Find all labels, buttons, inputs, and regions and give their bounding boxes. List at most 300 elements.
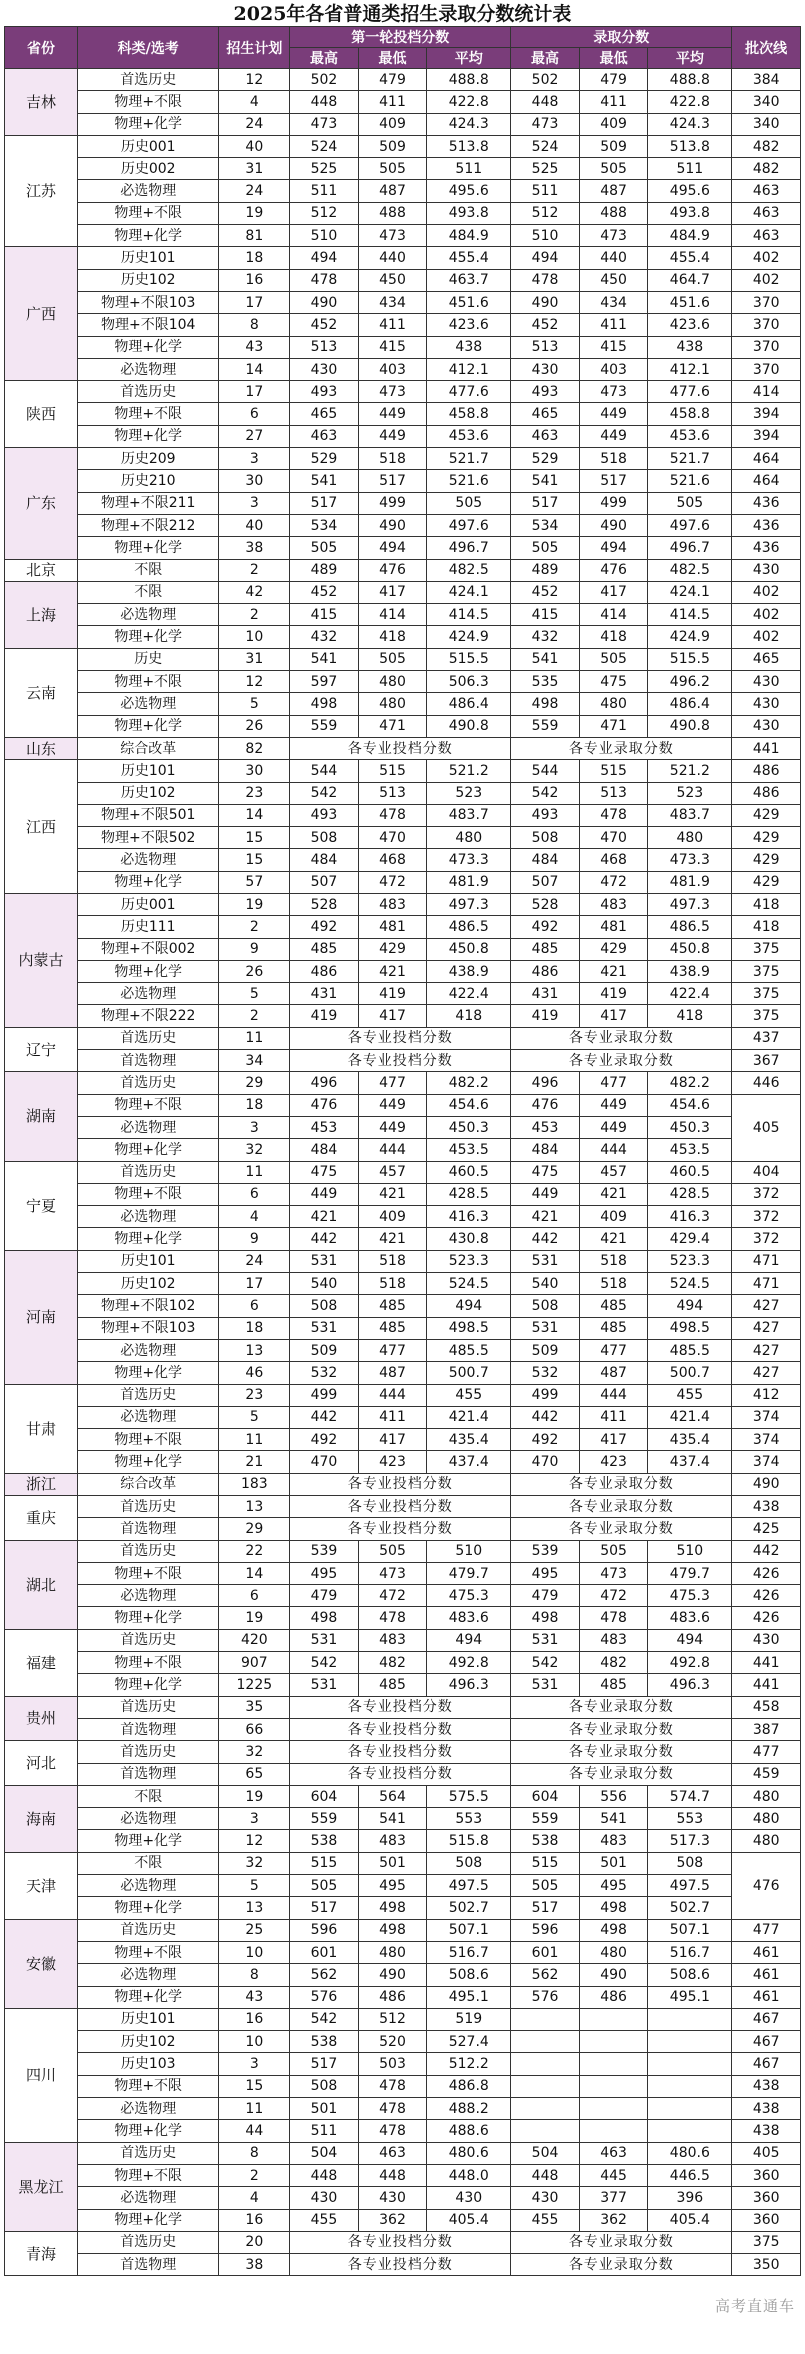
admit-avg-cell: 500.7	[648, 1362, 732, 1384]
admit-max-cell: 559	[511, 1808, 580, 1830]
admit-avg-cell: 483.6	[648, 1607, 732, 1629]
subject-cell: 物理+化学	[77, 1897, 219, 1919]
admit-avg-cell: 486.4	[648, 693, 732, 715]
plan-cell: 8	[219, 1964, 290, 1986]
plan-cell: 420	[219, 1629, 290, 1651]
plan-cell: 19	[219, 1785, 290, 1807]
first-min-cell: 515	[358, 760, 427, 782]
first-max-cell: 449	[290, 1183, 359, 1205]
admit-max-cell: 512	[511, 202, 580, 224]
plan-cell: 26	[219, 715, 290, 737]
batch-cell: 360	[732, 2209, 801, 2231]
subject-cell: 物理+化学	[77, 1228, 219, 1250]
table-row	[5, 2187, 801, 2209]
first-min-cell: 501	[358, 1852, 427, 1874]
first-min-cell: 429	[358, 938, 427, 960]
plan-cell: 12	[219, 671, 290, 693]
batch-cell: 467	[732, 2053, 801, 2075]
admit-max-cell: 475	[511, 1161, 580, 1183]
admit-min-cell: 411	[579, 314, 648, 336]
province-cell: 广西	[5, 247, 78, 381]
plan-cell: 6	[219, 403, 290, 425]
plan-cell: 23	[219, 1384, 290, 1406]
subject-cell: 物理+不限002	[77, 938, 219, 960]
plan-cell: 66	[219, 1718, 290, 1740]
batch-cell: 471	[732, 1273, 801, 1295]
province-cell: 甘肃	[5, 1384, 78, 1473]
table-row	[5, 336, 801, 358]
first-min-cell: 430	[358, 2187, 427, 2209]
plan-cell: 5	[219, 1875, 290, 1897]
admit-min-cell: 479	[579, 69, 648, 91]
batch-cell: 402	[732, 581, 801, 603]
batch-cell: 430	[732, 693, 801, 715]
first-avg-cell: 421.4	[427, 1406, 511, 1428]
subject-cell: 必选物理	[77, 1116, 219, 1138]
admit-avg-cell: 484.9	[648, 225, 732, 247]
batch-cell: 429	[732, 827, 801, 849]
first-min-cell: 479	[358, 69, 427, 91]
admit-min-cell: 409	[579, 113, 648, 135]
first-avg-cell: 422.4	[427, 983, 511, 1005]
table-row	[5, 448, 801, 470]
plan-cell: 15	[219, 827, 290, 849]
subject-cell: 首选历史	[77, 1161, 219, 1183]
subject-cell: 首选历史	[77, 1696, 219, 1718]
first-avg-cell: 523	[427, 782, 511, 804]
admit-avg-cell: 524.5	[648, 1273, 732, 1295]
admit-avg-cell: 511	[648, 158, 732, 180]
admit-avg-cell: 485.5	[648, 1339, 732, 1361]
admit-min-cell: 457	[579, 1161, 648, 1183]
subject-cell: 历史101	[77, 1250, 219, 1272]
table-row	[5, 202, 801, 224]
batch-cell: 463	[732, 225, 801, 247]
subject-cell: 物理+不限212	[77, 514, 219, 536]
admit-min-cell: 449	[579, 403, 648, 425]
table-row	[5, 1206, 801, 1228]
first-min-cell: 481	[358, 916, 427, 938]
admit-min-cell: 471	[579, 715, 648, 737]
plan-cell: 35	[219, 1696, 290, 1718]
plan-cell: 11	[219, 2098, 290, 2120]
first-avg-cell: 455	[427, 1384, 511, 1406]
admit-max-cell: 493	[511, 804, 580, 826]
subject-cell: 物理+不限	[77, 202, 219, 224]
subject-cell: 物理+化学	[77, 871, 219, 893]
first-avg-cell: 475.3	[427, 1585, 511, 1607]
admit-max-cell: 540	[511, 1273, 580, 1295]
plan-cell: 4	[219, 91, 290, 113]
admit-max-cell: 442	[511, 1228, 580, 1250]
admit-min-cell: 421	[579, 1228, 648, 1250]
first-min-cell: 518	[358, 1273, 427, 1295]
table-row	[5, 113, 801, 135]
first-avg-cell: 492.8	[427, 1652, 511, 1674]
plan-cell: 9	[219, 938, 290, 960]
first-min-cell: 403	[358, 358, 427, 380]
batch-cell: 374	[732, 1451, 801, 1473]
batch-cell: 467	[732, 2031, 801, 2053]
subject-cell: 物理+不限	[77, 2075, 219, 2097]
subject-cell: 必选物理	[77, 2098, 219, 2120]
first-avg-cell: 424.3	[427, 113, 511, 135]
batch-cell: 430	[732, 671, 801, 693]
plan-cell: 9	[219, 1228, 290, 1250]
page-title: 2025年各省普通类招生录取分数统计表	[233, 3, 572, 25]
plan-cell: 3	[219, 492, 290, 514]
admit-max-cell: 421	[511, 1206, 580, 1228]
admit-max-cell: 484	[511, 849, 580, 871]
subject-cell: 首选历史	[77, 1741, 219, 1763]
province-cell: 内蒙古	[5, 893, 78, 1027]
subject-cell: 物理+不限	[77, 671, 219, 693]
first-max-cell: 499	[290, 1384, 359, 1406]
admit-max-cell: 515	[511, 1852, 580, 1874]
plan-cell: 16	[219, 2008, 290, 2030]
admit-avg-cell: 553	[648, 1808, 732, 1830]
table-row	[5, 1050, 801, 1072]
province-cell: 重庆	[5, 1496, 78, 1541]
batch-cell: 405	[732, 2142, 801, 2164]
first-avg-cell: 424.9	[427, 626, 511, 648]
table-row	[5, 492, 801, 514]
province-cell: 广东	[5, 448, 78, 559]
subject-cell: 物理+化学	[77, 2120, 219, 2142]
admit-avg-cell: 435.4	[648, 1429, 732, 1451]
table-row	[5, 69, 801, 91]
batch-cell: 370	[732, 336, 801, 358]
first-min-cell: 449	[358, 403, 427, 425]
subject-cell: 物理+不限	[77, 1941, 219, 1963]
admit-avg-cell: 497.5	[648, 1875, 732, 1897]
first-min-cell: 485	[358, 1317, 427, 1339]
province-cell: 北京	[5, 559, 78, 581]
plan-cell: 43	[219, 1986, 290, 2008]
subject-cell: 必选物理	[77, 693, 219, 715]
subject-cell: 首选历史	[77, 1072, 219, 1094]
admit-min-cell: 483	[579, 1629, 648, 1651]
first-max-cell: 538	[290, 1830, 359, 1852]
batch-cell: 418	[732, 916, 801, 938]
first-min-cell: 419	[358, 983, 427, 1005]
first-round-merged-cell: 各专业投档分数	[290, 737, 511, 759]
admit-avg-cell: 460.5	[648, 1161, 732, 1183]
admit-avg-cell: 477.6	[648, 381, 732, 403]
first-max-cell: 430	[290, 358, 359, 380]
admit-max-cell: 430	[511, 358, 580, 380]
subject-cell: 历史001	[77, 135, 219, 157]
admit-min-cell: 518	[579, 1273, 648, 1295]
first-avg-cell: 515.8	[427, 1830, 511, 1852]
first-avg-cell: 473.3	[427, 849, 511, 871]
batch-cell: 340	[732, 91, 801, 113]
subject-cell: 物理+不限	[77, 91, 219, 113]
first-min-cell: 472	[358, 871, 427, 893]
subject-cell: 历史209	[77, 448, 219, 470]
plan-cell: 46	[219, 1362, 290, 1384]
watermark-text: 高考直通车	[714, 2297, 795, 2315]
batch-cell: 446	[732, 1072, 801, 1094]
subject-cell: 必选物理	[77, 1339, 219, 1361]
admit-avg-cell	[648, 2075, 732, 2097]
first-min-cell: 473	[358, 1562, 427, 1584]
table-row	[5, 1875, 801, 1897]
first-max-cell: 531	[290, 1674, 359, 1696]
plan-cell: 10	[219, 1941, 290, 1963]
batch-cell: 438	[732, 2075, 801, 2097]
header-admit-avg: 平均	[648, 48, 732, 69]
first-avg-cell: 483.6	[427, 1607, 511, 1629]
admit-min-cell: 477	[579, 1072, 648, 1094]
admit-min-cell: 505	[579, 648, 648, 670]
admit-avg-cell: 497.6	[648, 514, 732, 536]
first-max-cell: 529	[290, 448, 359, 470]
first-avg-cell: 488.6	[427, 2120, 511, 2142]
first-avg-cell: 405.4	[427, 2209, 511, 2231]
admit-avg-cell: 422.8	[648, 91, 732, 113]
first-max-cell: 489	[290, 559, 359, 581]
admit-merged-cell: 各专业录取分数	[511, 1518, 732, 1540]
subject-cell: 首选历史	[77, 1384, 219, 1406]
first-max-cell: 463	[290, 425, 359, 447]
admit-min-cell	[579, 2098, 648, 2120]
header-first-min: 最低	[358, 48, 427, 69]
table-row	[5, 604, 801, 626]
admit-min-cell: 473	[579, 225, 648, 247]
first-avg-cell: 508	[427, 1852, 511, 1874]
batch-cell: 370	[732, 291, 801, 313]
first-avg-cell: 524.5	[427, 1273, 511, 1295]
first-max-cell: 531	[290, 1629, 359, 1651]
subject-cell: 物理+不限102	[77, 1295, 219, 1317]
first-max-cell: 419	[290, 1005, 359, 1027]
admit-max-cell: 525	[511, 158, 580, 180]
batch-cell: 480	[732, 1785, 801, 1807]
admit-min-cell: 498	[579, 1919, 648, 1941]
table-row	[5, 1607, 801, 1629]
first-avg-cell: 496.7	[427, 537, 511, 559]
first-max-cell: 541	[290, 648, 359, 670]
first-min-cell: 483	[358, 893, 427, 915]
first-min-cell: 415	[358, 336, 427, 358]
batch-cell: 429	[732, 871, 801, 893]
first-round-merged-cell: 各专业投档分数	[290, 1473, 511, 1495]
admit-min-cell: 411	[579, 91, 648, 113]
admit-min-cell: 518	[579, 1250, 648, 1272]
admit-avg-cell: 508	[648, 1852, 732, 1874]
admit-max-cell	[511, 2120, 580, 2142]
plan-cell: 14	[219, 358, 290, 380]
batch-cell: 372	[732, 1206, 801, 1228]
table-row	[5, 760, 801, 782]
admit-max-cell: 485	[511, 938, 580, 960]
first-avg-cell: 575.5	[427, 1785, 511, 1807]
plan-cell: 38	[219, 2254, 290, 2276]
batch-cell: 430	[732, 1629, 801, 1651]
plan-cell: 17	[219, 291, 290, 313]
first-min-cell: 468	[358, 849, 427, 871]
table-row	[5, 1540, 801, 1562]
admit-max-cell: 493	[511, 381, 580, 403]
admit-avg-cell: 482.5	[648, 559, 732, 581]
subject-cell: 物理+化学	[77, 336, 219, 358]
province-cell: 湖南	[5, 1072, 78, 1161]
subject-cell: 不限	[77, 559, 219, 581]
batch-cell: 464	[732, 448, 801, 470]
admit-max-cell: 508	[511, 1295, 580, 1317]
table-row	[5, 1852, 801, 1874]
first-min-cell: 417	[358, 1429, 427, 1451]
subject-cell: 必选物理	[77, 1964, 219, 1986]
admit-min-cell: 362	[579, 2209, 648, 2231]
batch-cell: 463	[732, 180, 801, 202]
first-min-cell: 520	[358, 2031, 427, 2053]
header-first-round: 第一轮投档分数	[290, 27, 511, 48]
table-row	[5, 1897, 801, 1919]
subject-cell: 首选物理	[77, 1763, 219, 1785]
first-max-cell: 476	[290, 1094, 359, 1116]
province-cell: 河北	[5, 1741, 78, 1786]
admit-min-cell: 415	[579, 336, 648, 358]
batch-cell: 394	[732, 403, 801, 425]
subject-cell: 历史102	[77, 269, 219, 291]
batch-cell: 458	[732, 1696, 801, 1718]
admit-avg-cell: 424.9	[648, 626, 732, 648]
batch-cell: 477	[732, 1919, 801, 1941]
subject-cell: 物理+化学	[77, 1139, 219, 1161]
plan-cell: 8	[219, 314, 290, 336]
first-avg-cell: 460.5	[427, 1161, 511, 1183]
admit-min-cell: 449	[579, 1094, 648, 1116]
province-cell: 宁夏	[5, 1161, 78, 1250]
first-min-cell: 444	[358, 1384, 427, 1406]
first-max-cell: 484	[290, 849, 359, 871]
table-row	[5, 158, 801, 180]
batch-cell: 402	[732, 604, 801, 626]
province-cell: 天津	[5, 1852, 78, 1919]
table-row	[5, 1451, 801, 1473]
batch-cell: 370	[732, 358, 801, 380]
subject-cell: 物理+不限	[77, 1652, 219, 1674]
admit-min-cell: 517	[579, 470, 648, 492]
first-max-cell: 559	[290, 715, 359, 737]
admit-min-cell: 475	[579, 671, 648, 693]
first-min-cell: 450	[358, 269, 427, 291]
table-row	[5, 1808, 801, 1830]
first-avg-cell: 502.7	[427, 1897, 511, 1919]
subject-cell: 必选物理	[77, 2187, 219, 2209]
admit-max-cell	[511, 2075, 580, 2097]
admit-min-cell: 495	[579, 1875, 648, 1897]
subject-cell: 物理+化学	[77, 715, 219, 737]
plan-cell: 31	[219, 648, 290, 670]
plan-cell: 23	[219, 782, 290, 804]
first-min-cell: 477	[358, 1339, 427, 1361]
subject-cell: 物理+不限502	[77, 827, 219, 849]
admit-min-cell: 480	[579, 1941, 648, 1963]
admit-max-cell: 535	[511, 671, 580, 693]
batch-cell: 465	[732, 648, 801, 670]
admit-max-cell: 496	[511, 1072, 580, 1094]
admit-avg-cell: 396	[648, 2187, 732, 2209]
plan-cell: 3	[219, 2053, 290, 2075]
admit-max-cell: 484	[511, 1139, 580, 1161]
plan-cell: 2	[219, 2164, 290, 2186]
admit-min-cell: 488	[579, 202, 648, 224]
table-row	[5, 916, 801, 938]
subject-cell: 首选历史	[77, 1629, 219, 1651]
first-max-cell: 492	[290, 1429, 359, 1451]
subject-cell: 不限	[77, 1852, 219, 1874]
first-max-cell: 415	[290, 604, 359, 626]
admit-min-cell: 476	[579, 559, 648, 581]
batch-cell: 471	[732, 1250, 801, 1272]
province-cell: 江苏	[5, 135, 78, 246]
first-max-cell: 509	[290, 1339, 359, 1361]
admit-max-cell: 494	[511, 247, 580, 269]
batch-cell: 427	[732, 1339, 801, 1361]
admit-max-cell: 442	[511, 1406, 580, 1428]
subject-cell: 历史101	[77, 760, 219, 782]
admit-avg-cell: 513.8	[648, 135, 732, 157]
table-row	[5, 358, 801, 380]
batch-cell: 461	[732, 1941, 801, 1963]
batch-cell: 461	[732, 1964, 801, 1986]
table-row	[5, 1741, 801, 1763]
first-min-cell: 518	[358, 1250, 427, 1272]
plan-cell: 3	[219, 1116, 290, 1138]
admit-avg-cell: 515.5	[648, 648, 732, 670]
admit-max-cell: 498	[511, 693, 580, 715]
admit-max-cell: 508	[511, 827, 580, 849]
admit-avg-cell: 521.6	[648, 470, 732, 492]
subject-cell: 历史	[77, 648, 219, 670]
first-min-cell: 490	[358, 514, 427, 536]
subject-cell: 必选物理	[77, 849, 219, 871]
first-max-cell: 513	[290, 336, 359, 358]
batch-cell: 387	[732, 1718, 801, 1740]
admit-min-cell: 499	[579, 492, 648, 514]
batch-cell: 442	[732, 1540, 801, 1562]
plan-cell: 30	[219, 470, 290, 492]
table-body	[5, 69, 801, 2276]
table-row	[5, 1785, 801, 1807]
admit-avg-cell: 451.6	[648, 291, 732, 313]
admit-min-cell: 470	[579, 827, 648, 849]
batch-cell: 482	[732, 135, 801, 157]
first-round-merged-cell: 各专业投档分数	[290, 1696, 511, 1718]
first-round-merged-cell: 各专业投档分数	[290, 1027, 511, 1049]
admit-max-cell: 538	[511, 1830, 580, 1852]
first-min-cell: 503	[358, 2053, 427, 2075]
plan-cell: 3	[219, 448, 290, 470]
first-max-cell: 432	[290, 626, 359, 648]
subject-cell: 必选物理	[77, 1206, 219, 1228]
batch-cell: 402	[732, 626, 801, 648]
admit-avg-cell: 498.5	[648, 1317, 732, 1339]
first-avg-cell: 512.2	[427, 2053, 511, 2075]
plan-cell: 12	[219, 69, 290, 91]
first-avg-cell: 477.6	[427, 381, 511, 403]
batch-cell: 480	[732, 1830, 801, 1852]
first-max-cell: 538	[290, 2031, 359, 2053]
admit-max-cell: 473	[511, 113, 580, 135]
first-max-cell: 442	[290, 1406, 359, 1428]
first-avg-cell: 515.5	[427, 648, 511, 670]
first-avg-cell: 521.2	[427, 760, 511, 782]
first-max-cell: 531	[290, 1250, 359, 1272]
